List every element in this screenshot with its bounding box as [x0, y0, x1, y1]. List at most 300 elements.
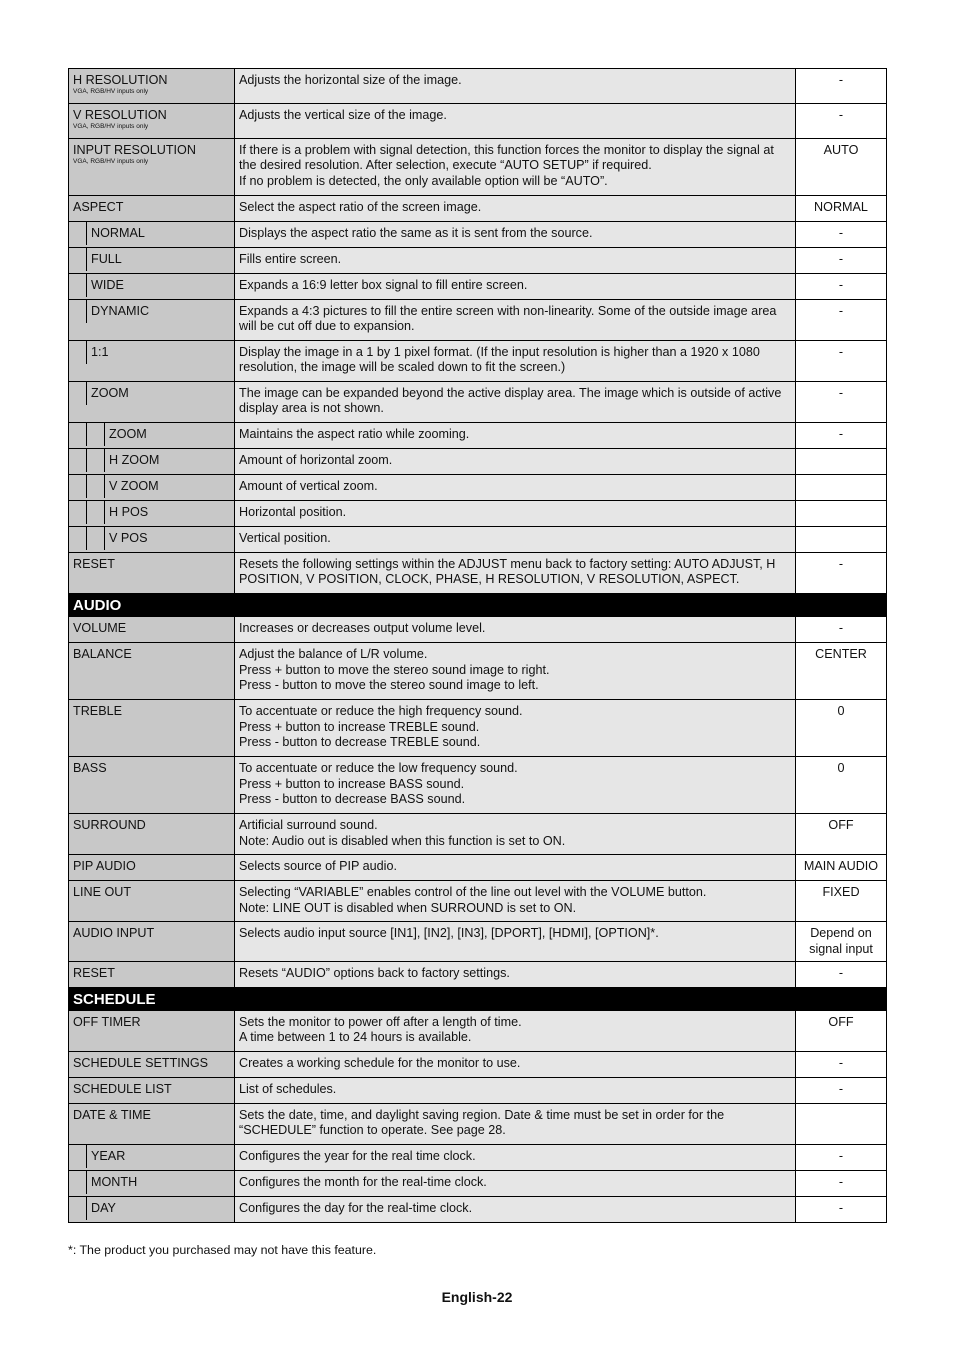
description-line: Selects source of PIP audio. — [239, 859, 397, 874]
description-line: List of schedules. — [239, 1082, 337, 1097]
setting-note: VGA, RGB/HV inputs only — [73, 123, 149, 131]
setting-description — [235, 423, 796, 449]
description-line: Note: LINE OUT is disabled when SURROUND is set to ON. — [239, 900, 577, 915]
setting-label — [87, 1197, 234, 1220]
default-value: NORMAL — [814, 200, 868, 214]
setting-item — [69, 643, 234, 666]
setting-description — [235, 274, 796, 300]
setting-item — [69, 501, 234, 524]
setting-label — [69, 700, 234, 723]
setting-item — [69, 757, 234, 780]
indent-marker — [69, 248, 87, 271]
setting-description — [235, 196, 796, 222]
setting-item — [69, 1171, 234, 1194]
description-line: To accentuate or reduce the low frequency sound. — [239, 761, 518, 776]
setting-name: MONTH — [91, 1175, 138, 1190]
setting-default — [796, 475, 887, 501]
setting-name: SURROUND — [73, 818, 146, 833]
setting-name-cell — [69, 1197, 235, 1223]
setting-name-cell — [69, 1052, 235, 1078]
description-line: Configures the month for the real-time clock. — [239, 1175, 487, 1190]
setting-description — [235, 1052, 796, 1078]
section-title: AUDIO — [69, 594, 887, 617]
setting-label — [69, 1052, 234, 1075]
setting-item — [69, 423, 234, 446]
default-value: FIXED — [822, 885, 860, 900]
table-row — [69, 1052, 887, 1078]
setting-name: RESET — [73, 965, 115, 980]
setting-description — [235, 922, 796, 962]
setting-description — [235, 248, 796, 274]
setting-name-cell — [69, 382, 235, 423]
setting-item — [69, 341, 234, 364]
description-line: Expands a 4:3 pictures to fill the entire screen with non-linearity. Some of the outside image area will be cut off due to expansion. — [239, 304, 777, 334]
default-value: - — [838, 1082, 844, 1097]
description-line: A time between 1 to 24 hours is available. — [239, 1030, 472, 1045]
setting-name: SCHEDULE SETTINGS — [73, 1056, 209, 1071]
table-row — [69, 922, 887, 962]
setting-item — [69, 553, 234, 576]
setting-name-cell — [69, 757, 235, 814]
setting-item — [69, 1197, 234, 1220]
setting-name-cell — [69, 449, 235, 475]
setting-label — [69, 553, 234, 576]
setting-default — [796, 881, 887, 922]
table-row — [69, 274, 887, 300]
setting-item — [69, 222, 234, 245]
default-value: - — [838, 621, 844, 636]
default-value: signal input — [809, 941, 873, 956]
setting-description — [235, 300, 796, 341]
indent-marker — [69, 475, 87, 498]
setting-item — [69, 1011, 234, 1034]
setting-name: DAY — [91, 1201, 116, 1216]
setting-label — [87, 222, 234, 245]
description-line: Maintains the aspect ratio while zooming. — [239, 427, 470, 441]
setting-default — [796, 617, 887, 643]
description-line: Select the aspect ratio of the screen image. — [239, 200, 482, 214]
default-value: - — [838, 386, 844, 400]
table-row — [69, 1197, 887, 1223]
setting-description — [235, 527, 796, 553]
description-line: Selecting “VARIABLE” enables control of the line out level with the VOLUME button. — [239, 885, 707, 900]
table-row — [69, 643, 887, 700]
setting-item — [69, 1104, 234, 1127]
indent-marker — [87, 527, 105, 550]
description-line: Display the image in a 1 by 1 pixel format. (If the input resolution is higher than a 1920 x 1080 resolution, the image will be scaled down to fit the screen.) — [239, 345, 760, 375]
description-line: The image can be expanded beyond the active display area. The image which is outside of active display area is not shown. — [239, 386, 782, 416]
setting-item — [69, 1052, 234, 1075]
settings-table — [68, 68, 887, 1223]
default-value: - — [838, 1056, 844, 1071]
default-value: 0 — [837, 761, 845, 776]
indent-marker — [69, 1171, 87, 1194]
setting-description — [235, 855, 796, 881]
setting-description — [235, 104, 796, 139]
setting-item — [69, 1145, 234, 1168]
page-number: English-22 — [441, 1289, 513, 1305]
description-line: Sets the date, time, and daylight saving region. Date & time must be set in order for the “SCHEDULE” function to operate. See page 28. — [239, 1108, 725, 1138]
description-line: Press - button to move the stereo sound image to left. — [239, 677, 539, 692]
setting-default — [796, 527, 887, 553]
description-line: Press + button to increase TREBLE sound. — [239, 719, 480, 734]
description-line: Resets the following settings within the ADJUST menu back to factory setting: AUTO ADJUST, H POSITION, V POSITION, CLOCK, PHASE, H RESOLUTION, V RESOLUTION, ASPECT. — [239, 557, 776, 587]
setting-label — [69, 617, 234, 640]
table-row — [69, 382, 887, 423]
description-line: To accentuate or reduce the high frequency sound. — [239, 704, 523, 719]
table-row — [69, 700, 887, 757]
setting-description — [235, 382, 796, 423]
setting-name: V RESOLUTION — [73, 108, 167, 122]
indent-marker — [69, 449, 87, 472]
table-row — [69, 475, 887, 501]
description-line: Vertical position. — [239, 531, 331, 545]
setting-item — [69, 855, 234, 878]
setting-description — [235, 222, 796, 248]
setting-description — [235, 617, 796, 643]
setting-name-cell — [69, 274, 235, 300]
default-value: - — [838, 73, 844, 87]
setting-label — [69, 814, 234, 837]
setting-label — [69, 643, 234, 666]
default-value: OFF — [828, 818, 854, 833]
setting-default — [796, 274, 887, 300]
setting-item — [69, 700, 234, 723]
table-row — [69, 757, 887, 814]
default-value: CENTER — [815, 647, 867, 662]
setting-label — [69, 757, 234, 780]
table-row — [69, 553, 887, 594]
setting-name-cell — [69, 643, 235, 700]
setting-name-cell — [69, 881, 235, 922]
indent-marker — [69, 1145, 87, 1168]
setting-name: OFF TIMER — [73, 1015, 141, 1030]
description-line: Displays the aspect ratio the same as it is sent from the source. — [239, 226, 593, 240]
table-row — [69, 527, 887, 553]
setting-label — [105, 423, 234, 446]
default-value: - — [838, 304, 844, 318]
table-row — [69, 248, 887, 274]
description-line: Expands a 16:9 letter box signal to fill entire screen. — [239, 278, 528, 292]
setting-item — [69, 104, 234, 134]
setting-description — [235, 553, 796, 594]
setting-name: H RESOLUTION — [73, 73, 168, 87]
setting-default — [796, 382, 887, 423]
table-row — [69, 449, 887, 475]
setting-item — [69, 475, 234, 498]
setting-name-cell — [69, 501, 235, 527]
description-line: Note: Audio out is disabled when this function is set to ON. — [239, 833, 566, 848]
setting-default — [796, 69, 887, 104]
default-value: - — [838, 278, 844, 292]
default-value: 0 — [837, 704, 845, 719]
description-line: Configures the year for the real time clock. — [239, 1149, 476, 1164]
default-value: - — [838, 965, 844, 980]
setting-name-cell — [69, 196, 235, 222]
setting-label — [105, 527, 234, 550]
table-row — [69, 1078, 887, 1104]
setting-name: DYNAMIC — [91, 304, 150, 318]
setting-name: V ZOOM — [109, 479, 159, 493]
setting-default — [796, 1197, 887, 1223]
default-value: - — [838, 557, 844, 571]
setting-name-cell — [69, 1104, 235, 1145]
indent-marker — [69, 1197, 87, 1220]
setting-description — [235, 1197, 796, 1223]
footnote: *: The product you purchased may not have this feature. — [68, 1243, 377, 1257]
setting-default — [796, 1171, 887, 1197]
table-row — [69, 1104, 887, 1145]
setting-default — [796, 961, 887, 987]
setting-name-cell — [69, 922, 235, 962]
setting-description — [235, 475, 796, 501]
table-row — [69, 139, 887, 196]
setting-default — [796, 449, 887, 475]
setting-name: BALANCE — [73, 647, 132, 662]
table-row — [69, 196, 887, 222]
setting-name-cell — [69, 104, 235, 139]
setting-description — [235, 881, 796, 922]
default-value: MAIN AUDIO — [803, 859, 879, 874]
setting-item — [69, 248, 234, 271]
default-value: - — [838, 108, 844, 122]
setting-label — [105, 501, 234, 524]
setting-label — [69, 855, 234, 878]
table-row — [69, 961, 887, 987]
setting-description — [235, 69, 796, 104]
setting-name-cell — [69, 855, 235, 881]
setting-description — [235, 1078, 796, 1104]
setting-name-cell — [69, 553, 235, 594]
setting-label — [87, 1145, 234, 1168]
description-line: Increases or decreases output volume level. — [239, 621, 486, 636]
setting-name-cell — [69, 961, 235, 987]
setting-description — [235, 1011, 796, 1052]
setting-name-cell — [69, 1078, 235, 1104]
setting-name: WIDE — [91, 278, 124, 292]
description-line: Fills entire screen. — [239, 252, 342, 266]
section-title: SCHEDULE — [69, 987, 887, 1010]
default-value: - — [838, 252, 844, 266]
setting-default — [796, 222, 887, 248]
setting-label — [69, 881, 234, 904]
setting-description — [235, 814, 796, 855]
section-header — [69, 987, 887, 1010]
description-line: Adjust the balance of L/R volume. — [239, 647, 428, 662]
setting-default — [796, 922, 887, 962]
section-header — [69, 594, 887, 617]
description-line: Press + button to increase BASS sound. — [239, 776, 465, 791]
indent-marker — [69, 423, 87, 446]
setting-item — [69, 300, 234, 323]
setting-default — [796, 300, 887, 341]
setting-name-cell — [69, 222, 235, 248]
setting-name: H POS — [109, 505, 149, 519]
setting-description — [235, 341, 796, 382]
setting-default — [796, 1052, 887, 1078]
table-row — [69, 300, 887, 341]
setting-label — [105, 475, 234, 498]
description-line: Adjusts the vertical size of the image. — [239, 108, 447, 122]
indent-marker — [69, 341, 87, 364]
indent-marker — [87, 475, 105, 498]
setting-label — [69, 962, 234, 985]
description-line: If there is a problem with signal detection, this function forces the monitor to display the signal at the desired resolution. After selection, execute “AUTO SETUP” if required. — [239, 143, 774, 173]
setting-name: VOLUME — [73, 621, 127, 636]
setting-label — [87, 382, 234, 405]
setting-item — [69, 382, 234, 405]
indent-marker — [69, 222, 87, 245]
setting-name-cell — [69, 475, 235, 501]
description-line: Amount of horizontal zoom. — [239, 453, 393, 467]
table-row — [69, 1145, 887, 1171]
setting-name: RESET — [73, 557, 115, 571]
setting-name: AUDIO INPUT — [73, 926, 155, 941]
setting-default — [796, 814, 887, 855]
setting-label — [69, 139, 234, 169]
setting-label — [87, 341, 234, 364]
default-value: OFF — [828, 1015, 854, 1030]
default-value: - — [838, 427, 844, 441]
setting-item — [69, 69, 234, 99]
setting-name: TREBLE — [73, 704, 122, 719]
setting-default — [796, 643, 887, 700]
default-value: - — [838, 1149, 844, 1164]
setting-description — [235, 501, 796, 527]
indent-marker — [69, 501, 87, 524]
indent-marker — [87, 423, 105, 446]
setting-name-cell — [69, 814, 235, 855]
setting-name-cell — [69, 1145, 235, 1171]
setting-name-cell — [69, 300, 235, 341]
indent-marker — [87, 501, 105, 524]
setting-default — [796, 196, 887, 222]
setting-description — [235, 139, 796, 196]
default-value: - — [838, 1175, 844, 1190]
setting-name-cell — [69, 1011, 235, 1052]
setting-item — [69, 274, 234, 297]
setting-item — [69, 922, 234, 945]
setting-name: DATE & TIME — [73, 1108, 151, 1123]
default-value: - — [838, 345, 844, 359]
setting-name: LINE OUT — [73, 885, 132, 900]
setting-name: BASS — [73, 761, 107, 776]
setting-name: H ZOOM — [109, 453, 160, 467]
setting-name-cell — [69, 1171, 235, 1197]
setting-label — [69, 1078, 234, 1101]
description-line: Creates a working schedule for the monitor to use. — [239, 1056, 521, 1071]
setting-description — [235, 1104, 796, 1145]
setting-default — [796, 700, 887, 757]
setting-default — [796, 1104, 887, 1145]
setting-default — [796, 104, 887, 139]
setting-default — [796, 341, 887, 382]
setting-label — [69, 1104, 234, 1127]
setting-name: FULL — [91, 252, 122, 266]
setting-default — [796, 423, 887, 449]
setting-name: ZOOM — [109, 427, 147, 441]
setting-default — [796, 553, 887, 594]
setting-name-cell — [69, 617, 235, 643]
setting-name: SCHEDULE LIST — [73, 1082, 172, 1097]
setting-default — [796, 139, 887, 196]
setting-description — [235, 1171, 796, 1197]
setting-label — [69, 922, 234, 945]
indent-marker — [69, 527, 87, 550]
setting-item — [69, 814, 234, 837]
setting-name: PIP AUDIO — [73, 859, 136, 874]
default-value: - — [838, 1201, 844, 1216]
setting-default — [796, 757, 887, 814]
setting-note: VGA, RGB/HV inputs only — [73, 158, 149, 166]
setting-item — [69, 139, 234, 169]
setting-label — [87, 1171, 234, 1194]
indent-marker — [69, 300, 87, 323]
setting-name-cell — [69, 700, 235, 757]
setting-default — [796, 855, 887, 881]
table-row — [69, 1011, 887, 1052]
table-row — [69, 222, 887, 248]
setting-description — [235, 961, 796, 987]
description-line: If no problem is detected, the only available option will be “AUTO”. — [239, 173, 608, 188]
setting-note: VGA, RGB/HV inputs only — [73, 88, 149, 96]
setting-item — [69, 881, 234, 904]
setting-default — [796, 248, 887, 274]
table-row — [69, 69, 887, 104]
setting-label — [69, 196, 234, 219]
setting-label — [87, 274, 234, 297]
setting-name-cell — [69, 139, 235, 196]
setting-name: YEAR — [91, 1149, 126, 1164]
table-row — [69, 881, 887, 922]
description-line: Press - button to decrease TREBLE sound. — [239, 734, 481, 749]
setting-name-cell — [69, 341, 235, 382]
table-row — [69, 855, 887, 881]
indent-marker — [69, 382, 87, 405]
description-line: Press - button to decrease BASS sound. — [239, 791, 466, 806]
setting-name-cell — [69, 248, 235, 274]
setting-label — [87, 248, 234, 271]
default-value: - — [838, 226, 844, 240]
setting-name: 1:1 — [91, 345, 109, 359]
table-row — [69, 423, 887, 449]
indent-marker — [69, 274, 87, 297]
description-line: Horizontal position. — [239, 505, 347, 519]
setting-name: V POS — [109, 531, 148, 545]
setting-label — [69, 69, 234, 99]
default-value: AUTO — [823, 143, 859, 157]
table-row — [69, 104, 887, 139]
setting-label — [87, 300, 234, 323]
table-row — [69, 501, 887, 527]
settings-table-body — [69, 69, 887, 1223]
setting-default — [796, 1145, 887, 1171]
setting-name: ASPECT — [73, 200, 124, 214]
setting-name: INPUT RESOLUTION — [73, 143, 196, 157]
setting-label — [69, 104, 234, 134]
description-line: Amount of vertical zoom. — [239, 479, 378, 493]
setting-name-cell — [69, 527, 235, 553]
description-line: Sets the monitor to power off after a length of time. — [239, 1015, 522, 1030]
setting-item — [69, 527, 234, 550]
setting-description — [235, 1145, 796, 1171]
setting-default — [796, 501, 887, 527]
description-line: Configures the day for the real-time clock. — [239, 1201, 473, 1216]
description-line: Artificial surround sound. — [239, 818, 378, 833]
table-row — [69, 1171, 887, 1197]
setting-description — [235, 700, 796, 757]
setting-item — [69, 449, 234, 472]
